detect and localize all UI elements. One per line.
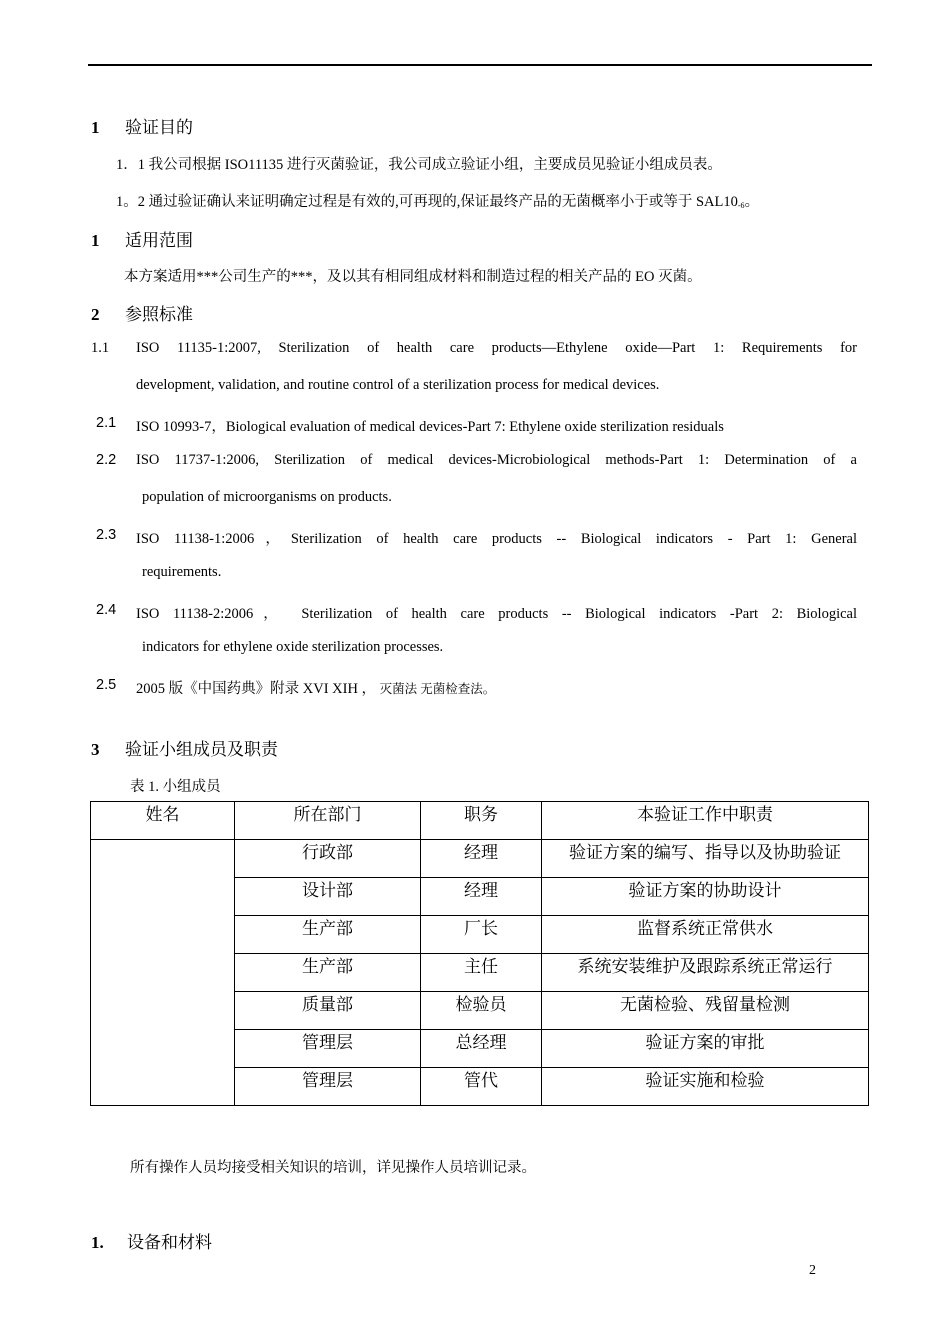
section-title: 验证小组成员及职责	[125, 740, 278, 759]
section-title: 参照标准	[125, 305, 193, 324]
reference-line: ISO 11138-2:2006， Sterilization of health care products -- Biological indicators -Part 2: Biological	[136, 606, 857, 622]
reference-text: 2005 版《中国药典》附录 XVI XIH ，	[136, 681, 377, 697]
section-heading-team	[91, 735, 278, 760]
department-cell: 行政部	[235, 840, 421, 878]
reference-number: 1.1	[91, 340, 110, 356]
duty-cell: 无菌检验、残留量检测	[542, 992, 869, 1030]
training-note: 所有操作人员均接受相关知识的培训，详见操作人员培训记录。	[130, 1160, 536, 1176]
reference-line-continued: population of microorganisms on products.	[142, 489, 392, 505]
purpose-item-2-text: 1。2 通过验证确认来证明确定过程是有效的,可再现的,保证最终产品的无菌概率小于或等于 SAL10	[116, 194, 738, 210]
reference-line-continued: requirements.	[142, 564, 222, 580]
table-header-row	[91, 802, 869, 840]
section-heading-equipment	[91, 1228, 212, 1253]
reference-line: ISO 10993-7，Biological evaluation of medical devices-Part 7: Ethylene oxide sterilization residuals	[136, 419, 724, 435]
duty-cell: 验证方案的协助设计	[542, 878, 869, 916]
department-cell: 管理层	[235, 1030, 421, 1068]
reference-line: ISO 11737-1:2006, Sterilization of medical devices-Microbiological methods-Part 1: Determination of a	[136, 452, 857, 468]
reference-number: 2.2	[96, 452, 117, 468]
reference-text-small: 灭菌法 无菌检查法。	[379, 682, 496, 696]
page-number: 2	[809, 1263, 816, 1278]
position-cell: 总经理	[421, 1030, 542, 1068]
section-number: 1.	[91, 1233, 104, 1252]
name-cell	[91, 840, 235, 1106]
position-cell: 管代	[421, 1068, 542, 1106]
exponent: -6	[737, 201, 745, 210]
reference-line	[136, 677, 857, 698]
department-cell: 生产部	[235, 954, 421, 992]
position-cell: 经理	[421, 878, 542, 916]
section-title: 验证目的	[125, 118, 193, 137]
section-heading-scope	[91, 226, 193, 251]
section-number: 1	[91, 118, 100, 137]
duty-cell: 监督系统正常供水	[542, 916, 869, 954]
team-members-table	[90, 801, 869, 1106]
duty-cell: 验证方案的审批	[542, 1030, 869, 1068]
reference-line: ISO 11138-1:2006，Sterilization of health care products -- Biological indicators - Part 1: General	[136, 531, 857, 547]
header-rule	[88, 64, 872, 66]
reference-number: 2.3	[96, 527, 117, 543]
scope-text: 本方案适用***公司生产的***，及以其有相同组成材料和制造过程的相关产品的 EO 灭菌。	[124, 269, 702, 285]
department-cell: 设计部	[235, 878, 421, 916]
reference-line-continued: indicators for ethylene oxide sterilization processes.	[142, 639, 444, 655]
reference-number: 2.1	[96, 415, 117, 431]
department-cell: 管理层	[235, 1068, 421, 1106]
column-header-department: 所在部门	[235, 802, 421, 840]
reference-line: ISO 11135-1:2007, Sterilization of health care products—Ethylene oxide—Part 1: Requirements for	[136, 340, 857, 356]
purpose-item-1: 1．1 我公司根据 ISO11135 进行灭菌验证，我公司成立验证小组，主要成员见验证小组成员表。	[116, 157, 722, 173]
position-cell: 经理	[421, 840, 542, 878]
position-cell: 厂长	[421, 916, 542, 954]
department-cell: 质量部	[235, 992, 421, 1030]
purpose-item-2	[116, 190, 759, 211]
position-cell: 主任	[421, 954, 542, 992]
section-number: 3	[91, 740, 100, 759]
table-row	[91, 840, 869, 878]
department-cell: 生产部	[235, 916, 421, 954]
table-caption: 表 1. 小组成员	[130, 779, 221, 795]
column-header-duty: 本验证工作中职责	[542, 802, 869, 840]
reference-number: 2.5	[96, 677, 117, 693]
section-title: 适用范围	[125, 231, 193, 250]
purpose-item-2-end: 。	[744, 194, 760, 210]
section-number: 2	[91, 305, 100, 324]
section-heading-references	[91, 300, 193, 325]
column-header-name: 姓名	[91, 802, 235, 840]
reference-line-continued: development, validation, and routine control of a sterilization process for medical devices.	[136, 377, 660, 393]
section-number: 1	[91, 231, 100, 250]
position-cell: 检验员	[421, 992, 542, 1030]
duty-cell: 验证方案的编写、指导以及协助验证	[542, 840, 869, 878]
duty-cell: 系统安装维护及跟踪系统正常运行	[542, 954, 869, 992]
section-heading-purpose	[91, 113, 193, 138]
column-header-position: 职务	[421, 802, 542, 840]
duty-cell: 验证实施和检验	[542, 1068, 869, 1106]
section-title: 设备和材料	[127, 1233, 212, 1252]
reference-number: 2.4	[96, 602, 117, 618]
